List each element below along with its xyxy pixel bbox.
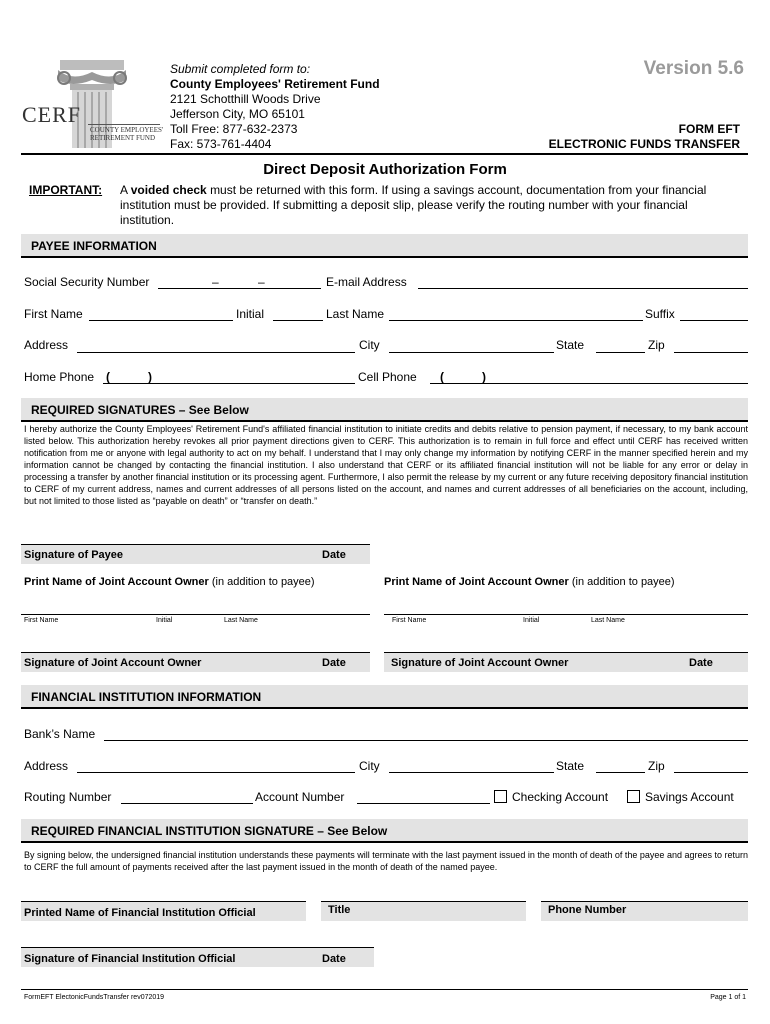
fi-zip-field[interactable] [674, 772, 748, 773]
routing-number-label: Routing Number [24, 790, 112, 804]
cell-phone-label: Cell Phone [358, 370, 417, 384]
authorization-text: I hereby authorize the County Employees' Retirement Fund's affiliated financial institution to initiate credits and debits relative to pension payment, if necessary, to my bank account listed below. This authorization hereby revokes all prior payment directions given to CERF. This authorization is to remain in full force and effect until CERF has received written notification from me or anyone with legal authority to act on my behalf. I understand that I may only change my information by notifying CERF in the manner specified herein and my information cannot be changed by contacting the financial institution. I also understand that CERF or its affiliated financial institution will not be liable for any error or delay in processing a transfer by another financial institution or its processing agent. Furthermore, I also permit the release by my current or any future receiving depository financial institution to CERF of my current address, names and current addresses of all persons listed on the account, and names and current addresses of all beneficiaries on the account, including, but not limited to those listed as “payable on death” or “transfer on death.” [24, 424, 748, 506]
submit-label: Submit completed form to: [170, 62, 311, 76]
suffix-label: Suffix [645, 307, 675, 321]
joint-name-note: (in addition to payee) [211, 576, 315, 588]
joint-last-name-label-left: Last Name [224, 617, 258, 624]
state-label: State [556, 338, 585, 352]
initial-field[interactable] [273, 320, 323, 321]
payee-section-header [21, 234, 748, 258]
suffix-field[interactable] [680, 320, 748, 321]
joint-initial-label-left: Initial [156, 617, 173, 624]
fi-address-field[interactable] [77, 772, 355, 773]
title-field[interactable] [321, 901, 526, 921]
org-city: Jefferson City, MO 65101 [170, 107, 305, 121]
savings-label: Savings Account [645, 790, 734, 804]
joint-name-label-right [384, 576, 675, 588]
joint-name-field-right[interactable] [384, 614, 748, 615]
joint-signature-field-left[interactable] [21, 652, 370, 672]
important-text-line2: institution must be provided. If submitting a deposit slip, please verify the routing number with your financial [120, 198, 688, 212]
logo-brand: CERF [22, 102, 82, 127]
important-text-line1 [120, 183, 706, 197]
phone-number-field[interactable] [541, 901, 748, 921]
official-signature-field[interactable] [21, 947, 374, 967]
phone-number-label: Phone Number [548, 904, 627, 916]
footer-page: Page 1 of 1 [710, 994, 746, 1001]
fi-zip-label: Zip [648, 759, 665, 773]
payee-heading: PAYEE INFORMATION [31, 239, 157, 253]
email-label: E-mail Address [326, 275, 407, 289]
ssn-label: Social Security Number [24, 275, 150, 289]
home-phone-paren-open: ( [106, 370, 110, 384]
initial-label: Initial [236, 307, 265, 321]
title-label: Title [328, 904, 351, 916]
signatures-section-header [21, 398, 748, 422]
fi-state-label: State [556, 759, 585, 773]
zip-label: Zip [648, 338, 665, 352]
checking-checkbox[interactable] [494, 790, 507, 803]
fi-signature-heading: REQUIRED FINANCIAL INSTITUTION SIGNATURE – See Below [31, 824, 388, 838]
fax: Fax: 573-761-4404 [170, 137, 272, 151]
joint-name-label-text: Print Name of Joint Account Owner [24, 576, 209, 588]
form-code: FORM EFT [678, 122, 740, 136]
fi-signature-text: By signing below, the undersigned financial institution understands these payments will terminate with the last payment issued in the month of death of the payee and agrees to return to CERF the full amount of payments received after the last payment issued in the month of death of the named payee. [24, 850, 748, 872]
payee-signature-label: Signature of Payee [24, 549, 124, 561]
logo-name-line1: COUNTY EMPLOYEES' [90, 126, 164, 134]
important-label: IMPORTANT: [29, 183, 103, 197]
official-signature-label: Signature of Financial Institution Official [24, 953, 236, 965]
account-number-field[interactable] [357, 803, 490, 804]
version-label: Version 5.6 [643, 58, 744, 79]
cell-phone-field[interactable] [430, 383, 748, 384]
state-field[interactable] [596, 352, 645, 353]
form-type: ELECTRONIC FUNDS TRANSFER [548, 137, 740, 151]
home-phone-label: Home Phone [24, 370, 95, 384]
important-text-line3: institution. [120, 213, 175, 227]
home-phone-field[interactable] [103, 383, 355, 384]
fi-city-field[interactable] [389, 772, 554, 773]
bank-name-field[interactable] [104, 740, 748, 741]
joint-name-note: (in addition to payee) [571, 576, 675, 588]
fi-city-label: City [359, 759, 380, 773]
joint-first-name-label-left: First Name [24, 617, 59, 624]
signatures-heading: REQUIRED SIGNATURES – See Below [31, 403, 249, 417]
first-name-field[interactable] [89, 320, 233, 321]
joint-signature-label-left: Signature of Joint Account Owner [24, 657, 202, 669]
joint-last-name-label-right: Last Name [591, 617, 625, 624]
zip-field[interactable] [674, 352, 748, 353]
address-field[interactable] [77, 352, 355, 353]
fi-state-field[interactable] [596, 772, 645, 773]
cell-phone-paren-close: ) [482, 370, 486, 384]
joint-first-name-label-right: First Name [392, 617, 427, 624]
last-name-label: Last Name [326, 307, 385, 321]
form-title: Direct Deposit Authorization Form [263, 161, 507, 178]
savings-checkbox[interactable] [627, 790, 640, 803]
important-a: A [120, 183, 128, 197]
joint-name-field-left[interactable] [21, 614, 370, 615]
bank-name-label: Bank’s Name [24, 727, 96, 741]
toll-free: Toll Free: 877-632-2373 [170, 122, 298, 136]
financial-heading: FINANCIAL INSTITUTION INFORMATION [31, 690, 262, 704]
joint-name-label-left [24, 576, 315, 588]
city-label: City [359, 338, 380, 352]
financial-section-header [21, 685, 748, 709]
payee-signature-field[interactable] [21, 544, 370, 564]
joint-name-label-text: Print Name of Joint Account Owner [384, 576, 569, 588]
cell-phone-paren-open: ( [440, 370, 444, 384]
cerf-logo [22, 58, 162, 148]
joint-signature-label-right: Signature of Joint Account Owner [391, 657, 569, 669]
ssn-dash-2: – [258, 275, 265, 289]
joint-signature-field-right[interactable] [384, 652, 748, 672]
org-street: 2121 Schotthill Woods Drive [170, 92, 321, 106]
joint-initial-label-right: Initial [523, 617, 540, 624]
printed-name-label: Printed Name of Financial Institution Official [24, 907, 256, 919]
city-field[interactable] [389, 352, 554, 353]
email-field[interactable] [418, 288, 748, 289]
home-phone-paren-close: ) [148, 370, 152, 384]
account-number-label: Account Number [255, 790, 345, 804]
fi-address-label: Address [24, 759, 69, 773]
first-name-label: First Name [24, 307, 83, 321]
ssn-dash-1: – [212, 275, 219, 289]
payee-signature-date-label: Date [322, 549, 346, 561]
routing-number-field[interactable] [121, 803, 253, 804]
checking-label: Checking Account [512, 790, 609, 804]
org-name: County Employees' Retirement Fund [170, 77, 380, 91]
logo-name-line2: RETIREMENT FUND [90, 134, 156, 142]
footer-form-ref: FormEFT ElectonicFundsTransfer rev072019 [24, 994, 165, 1001]
fi-signature-section-header [21, 819, 748, 843]
last-name-field[interactable] [389, 320, 643, 321]
voided-check: voided check [130, 183, 207, 197]
printed-name-field[interactable] [21, 901, 306, 921]
joint-signature-date-left: Date [322, 657, 346, 669]
ssn-field[interactable] [158, 288, 321, 289]
important-rest: must be returned with this form. If using a savings account, documentation from your financial [210, 183, 707, 197]
joint-signature-date-right: Date [689, 657, 713, 669]
official-signature-date-label: Date [322, 953, 346, 965]
address-label: Address [24, 338, 69, 352]
